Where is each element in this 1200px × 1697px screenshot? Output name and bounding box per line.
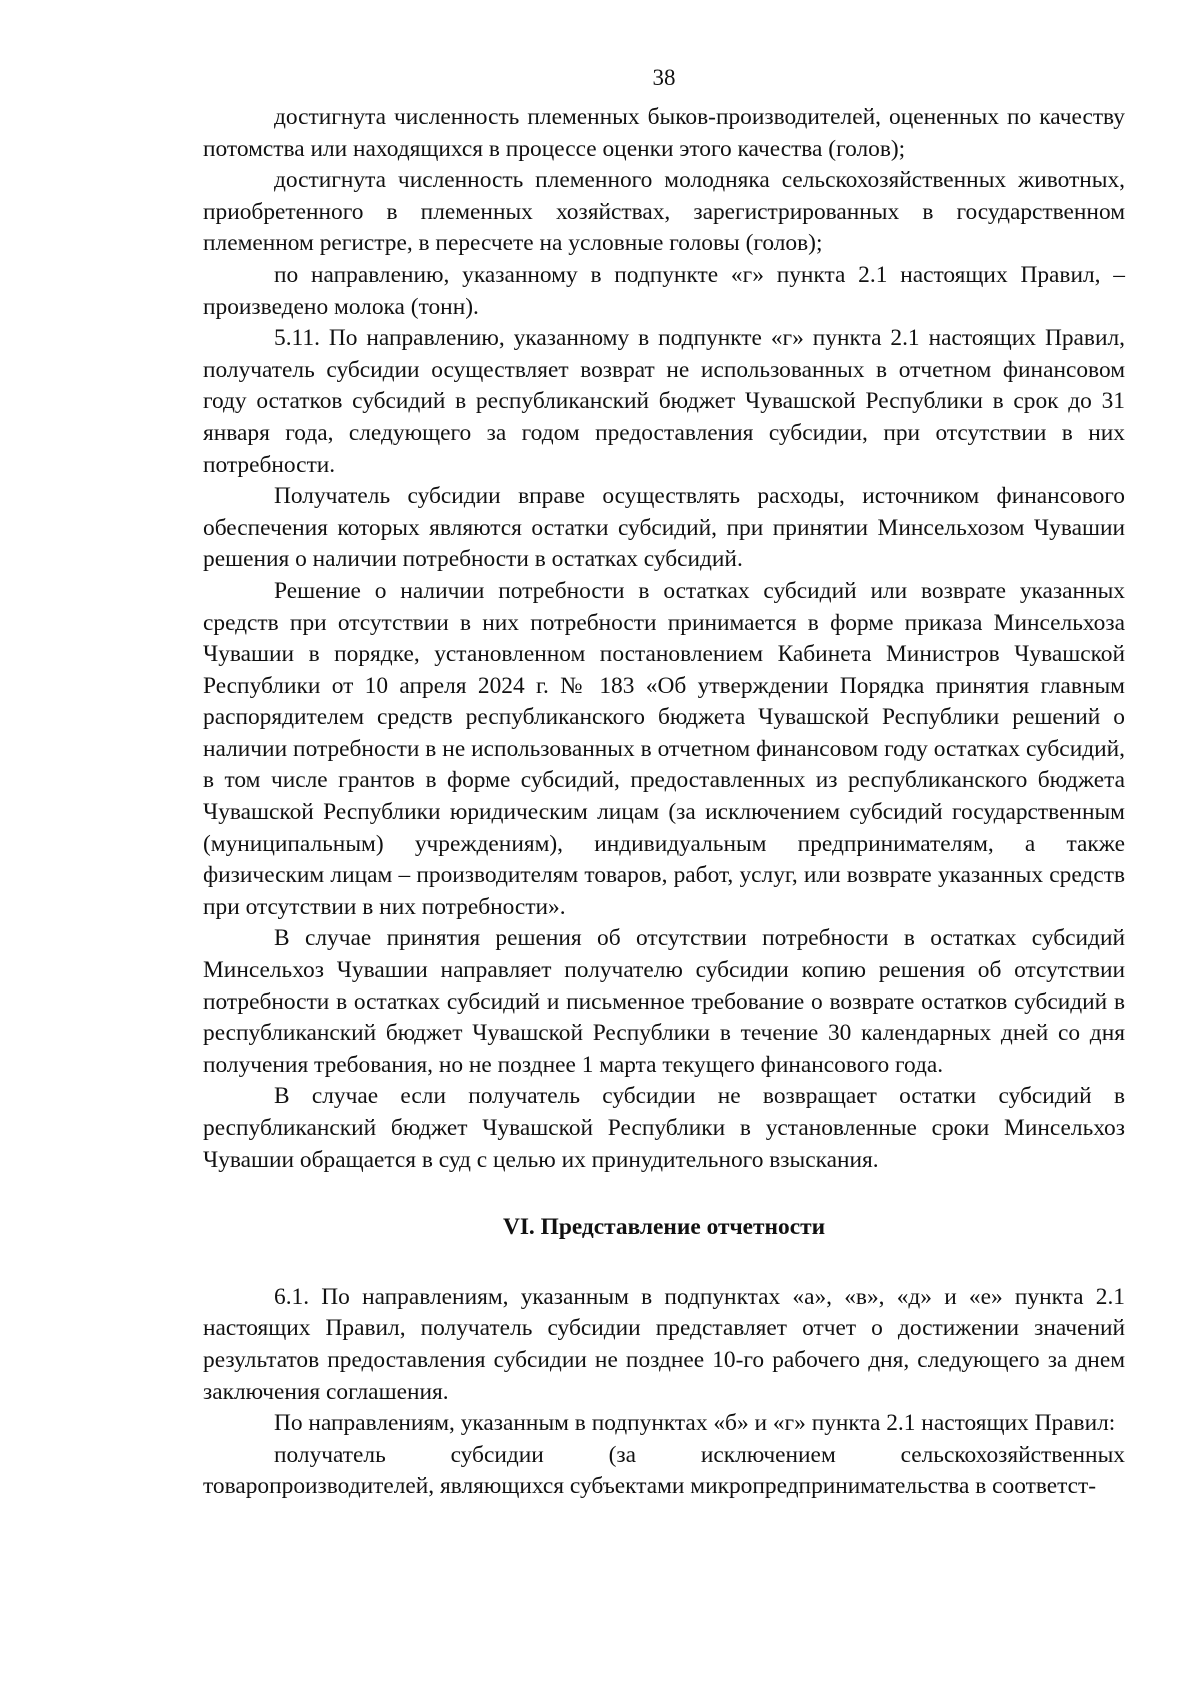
paragraph-recipient-exception: получатель субсидии (за исключением сельскохозяйственных товаропроизводителей, являющихся субъектами микропредпринимательства в соответст-: [203, 1441, 1125, 1500]
paragraph-no-need-decision: В случае принятия решения об отсутствии потребности в остатках субсидий Минсельхоз Чувашии направляет получателю субсидии копию решения об отсутствии потребности в остатках субсидий и письменное требование о возврате остатков субсидий в республиканский бюджет Чувашской Республики в течение 30 календарных дней со дня получения требования, но не позднее 1 марта текущего финансового года.: [203, 925, 1125, 1078]
paragraph-directions-b-g: По направлениям, указанным в подпунктах «б» и «г» пункта 2.1 настоящих Правил:: [274, 1410, 1116, 1437]
paragraph-6-1: 6.1. По направлениям, указанным в подпунктах «а», «в», «д» и «е» пункта 2.1 настоящих Правил, получатель субсидии представляет отчет о достижении значений результатов предоставления субсидии не позднее 10-го рабочего дня, следующего за днем заключения соглашения.: [203, 1283, 1125, 1405]
page-number: 38: [652, 65, 676, 90]
paragraph-expenses-right: Получатель субсидии вправе осуществлять расходы, источником финансового обеспечения которых являются остатки субсидий, при принятии Минсельхозом Чувашии решения о наличии потребности в остатках субсидий.: [203, 483, 1125, 573]
paragraph-court-recovery: В случае если получатель субсидии не возвращает остатки субсидий в республиканский бюджет Чувашской Республики в установленные сроки Минсельхоз Чувашии обращается в суд с целью их принудительного взыскания.: [203, 1083, 1125, 1173]
paragraph-5-11: 5.11. По направлению, указанному в подпункте «г» пункта 2.1 настоящих Правил, получатель субсидии осуществляет возврат не использованных в отчетном финансовом году остатков субсидий в республиканский бюджет Чувашской Республики в срок до 31 января года, следующего за годом предоставления субсидии, при отсутствии в них потребности.: [203, 325, 1125, 478]
paragraph-milk-produced: по направлению, указанному в подпункте «г» пункта 2.1 настоящих Правил, – произведено молока (тонн).: [203, 261, 1125, 320]
document-page: [203, 62, 1125, 1503]
paragraph-decision-order: Решение о наличии потребности в остатках субсидий или возврате указанных средств при отсутствии в них потребности принимается в форме приказа Минсельхоза Чувашии в порядке, установленном постановлением Кабинета Министров Чувашской Республики от 10 апреля 2024 г. № 183 «Об утверждении Порядка принятия главным распорядителем средств республиканского бюджета Чувашской Республики решений о наличии потребности в не использованных в отчетном финансовом году остатках субсидий, в том числе грантов в форме субсидий, предоставленных из республиканского бюджета Чувашской Республики юридическим лицам (за исключением субсидий государственным (муниципальным) учреждениям), индивидуальным предпринимателям, а также физическим лицам – производителям товаров, работ, услуг, или возврате указанных средств при отсутствии в них потребности».: [203, 577, 1125, 920]
paragraph-young-stock-count: достигнута численность племенного молодняка сельскохозяйственных животных, приобретенного в племенных хозяйствах, зарегистрированных в государственном племенном регистре, в пересчете на условные головы (голов);: [203, 167, 1125, 257]
paragraph-bulls-count: достигнута численность племенных быков-производителей, оцененных по качеству потомства или находящихся в процессе оценки этого качества (голов);: [203, 104, 1125, 162]
section-heading: VI. Представление отчетности: [502, 1214, 826, 1241]
